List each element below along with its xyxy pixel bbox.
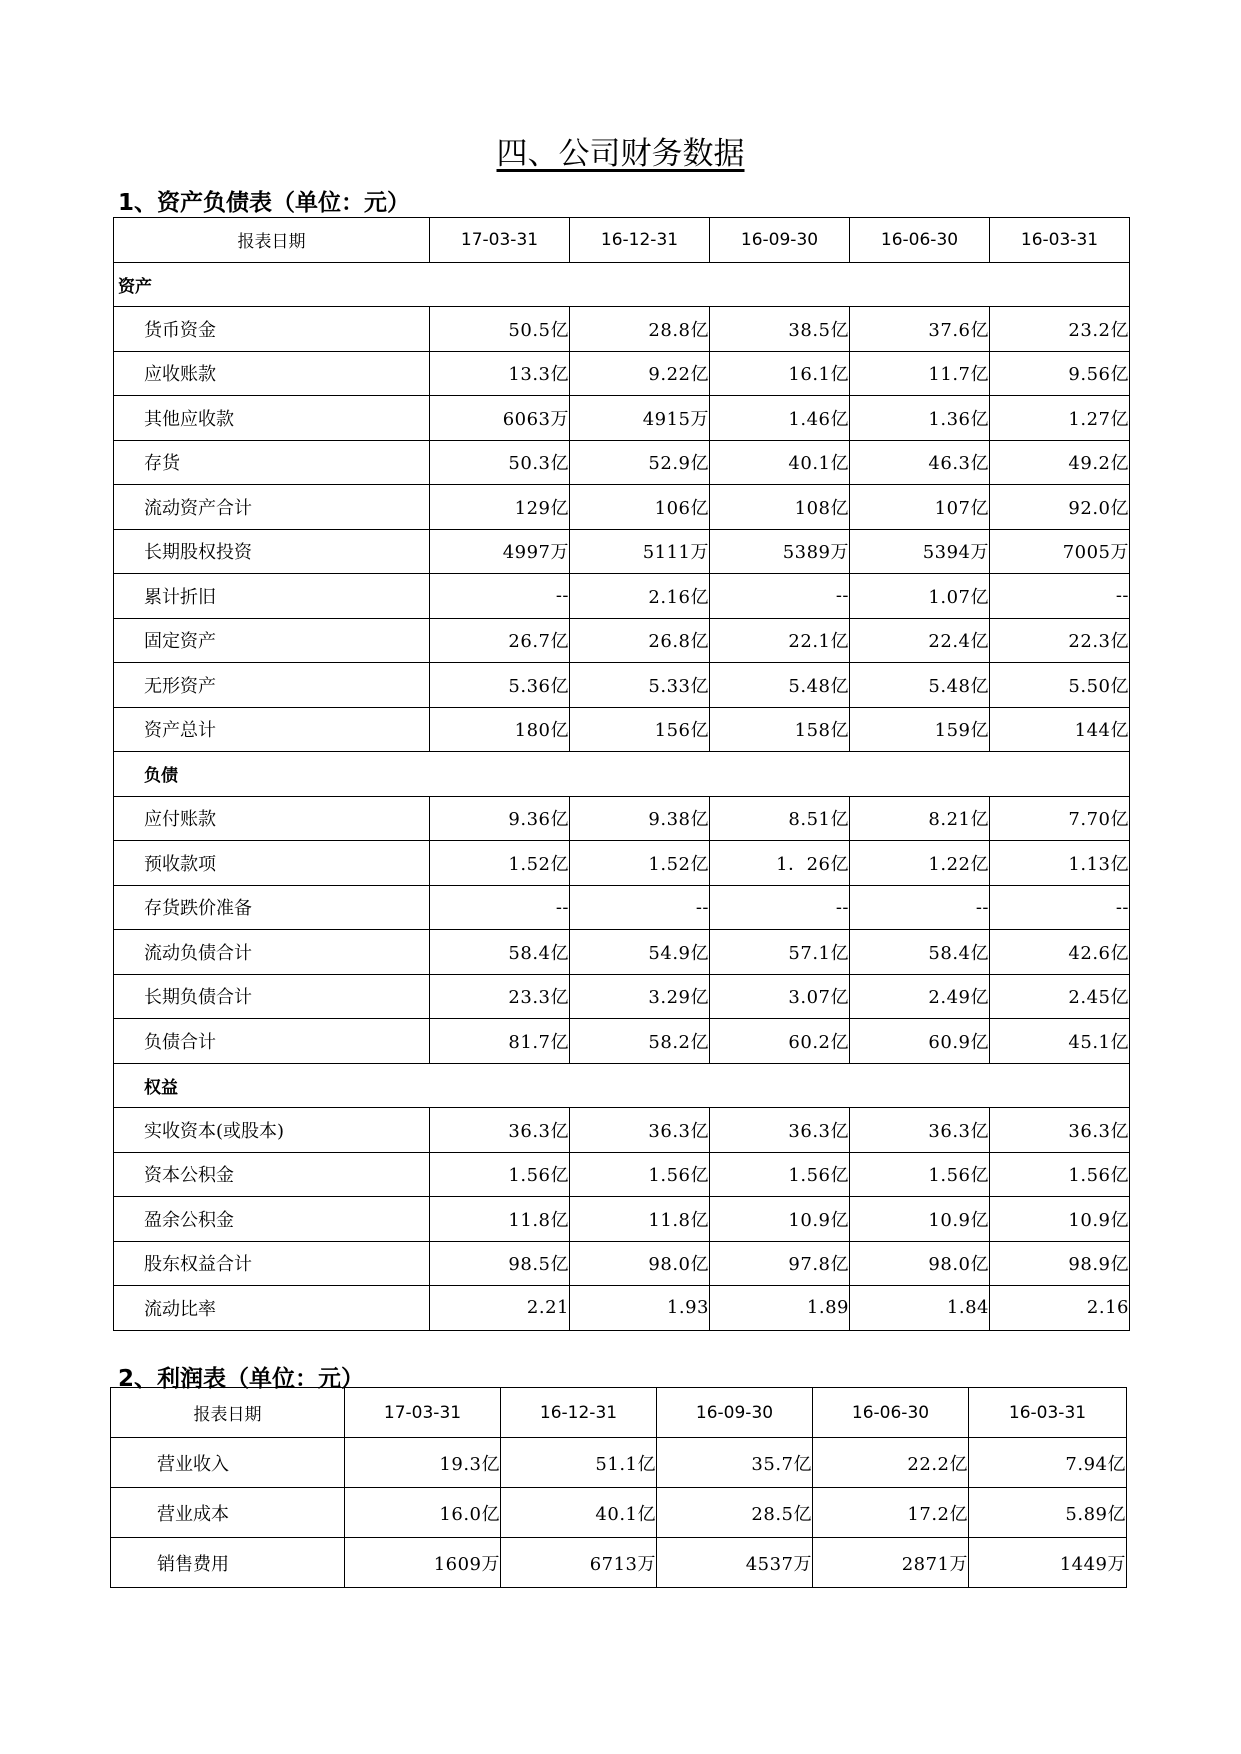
value-cell: 98.5亿 [430,1241,570,1286]
value-cell: 7.94亿 [969,1438,1127,1488]
row-label: 流动比率 [114,1286,430,1331]
header-row [114,218,1130,263]
row-label: 其他应收款 [114,396,430,441]
value-cell: -- [570,885,710,930]
value-cell: 1.56亿 [850,1152,990,1197]
value-cell: 58.4亿 [430,930,570,975]
value-cell: 9.22亿 [570,351,710,396]
value-cell: 10.9亿 [990,1197,1130,1242]
row-label: 存货跌价准备 [114,885,430,930]
value-cell: 9.38亿 [570,796,710,841]
row-label: 存货 [114,440,430,485]
value-cell: 58.4亿 [850,930,990,975]
value-cell: 1.84 [850,1286,990,1331]
row-label: 销售费用 [111,1538,345,1588]
value-cell: 2.16亿 [570,574,710,619]
row-label: 实收资本(或股本) [114,1108,430,1153]
row-label: 资产总计 [114,707,430,752]
value-cell: 106亿 [570,485,710,530]
value-cell: 11.8亿 [570,1197,710,1242]
value-cell: 49.2亿 [990,440,1130,485]
table-row [114,1197,1130,1242]
income-statement-heading: 2、利润表（单位：元） [118,1366,365,1392]
value-cell: 8.21亿 [850,796,990,841]
row-label: 营业成本 [111,1488,345,1538]
value-cell: 5389万 [710,529,850,574]
row-label: 股东权益合计 [114,1241,430,1286]
value-cell: 3.29亿 [570,974,710,1019]
section-title: 资产 [114,262,1130,307]
value-cell: 180亿 [430,707,570,752]
value-cell: 4915万 [570,396,710,441]
header-date: 16-06-30 [850,218,990,263]
value-cell: 40.1亿 [710,440,850,485]
value-cell: 7005万 [990,529,1130,574]
value-cell: 28.5亿 [657,1488,813,1538]
value-cell: 1.22亿 [850,841,990,886]
row-label: 无形资产 [114,663,430,708]
value-cell: 10.9亿 [710,1197,850,1242]
table-row [114,351,1130,396]
value-cell: 42.6亿 [990,930,1130,975]
value-cell: 38.5亿 [710,307,850,352]
value-cell: 1.56亿 [990,1152,1130,1197]
row-label: 应付账款 [114,796,430,841]
value-cell: 159亿 [850,707,990,752]
value-cell: 36.3亿 [430,1108,570,1153]
value-cell: -- [430,885,570,930]
section-title: 负债 [114,752,1130,797]
value-cell: 23.2亿 [990,307,1130,352]
value-cell: 40.1亿 [501,1488,657,1538]
value-cell: 5.89亿 [969,1488,1127,1538]
row-label: 盈余公积金 [114,1197,430,1242]
value-cell: 1.52亿 [430,841,570,886]
value-cell: 81.7亿 [430,1019,570,1064]
value-cell: 58.2亿 [570,1019,710,1064]
value-cell: 129亿 [430,485,570,530]
value-cell: 10.9亿 [850,1197,990,1242]
header-date: 17-03-31 [430,218,570,263]
value-cell: 2.49亿 [850,974,990,1019]
table-row [114,574,1130,619]
value-cell: 1.52亿 [570,841,710,886]
value-cell: 36.3亿 [570,1108,710,1153]
header-label: 报表日期 [114,218,430,263]
value-cell: 3.07亿 [710,974,850,1019]
section-title: 权益 [114,1063,1130,1108]
section-row [114,1063,1130,1108]
row-label: 长期负债合计 [114,974,430,1019]
value-cell: 5.50亿 [990,663,1130,708]
table-row [114,796,1130,841]
table-row [111,1488,1127,1538]
value-cell: 11.7亿 [850,351,990,396]
table-row [114,440,1130,485]
header-row [111,1388,1127,1438]
value-cell: 50.5亿 [430,307,570,352]
value-cell: 9.56亿 [990,351,1130,396]
header-date: 16-06-30 [813,1388,969,1438]
table-row [114,529,1130,574]
header-date: 16-09-30 [710,218,850,263]
value-cell: -- [710,574,850,619]
value-cell: 16.1亿 [710,351,850,396]
header-date: 16-12-31 [570,218,710,263]
value-cell: 19.3亿 [345,1438,501,1488]
balance-sheet-heading: 1、资产负债表（单位：元） [118,190,411,216]
value-cell: 54.9亿 [570,930,710,975]
value-cell: -- [710,885,850,930]
header-date: 16-03-31 [990,218,1130,263]
table-row [114,885,1130,930]
value-cell: 5.33亿 [570,663,710,708]
value-cell: 35.7亿 [657,1438,813,1488]
value-cell: 2.21 [430,1286,570,1331]
table-row [114,930,1130,975]
value-cell: 2871万 [813,1538,969,1588]
value-cell: 7.70亿 [990,796,1130,841]
value-cell: 36.3亿 [850,1108,990,1153]
table-row [114,1241,1130,1286]
value-cell: 4997万 [430,529,570,574]
value-cell: 108亿 [710,485,850,530]
value-cell: 6063万 [430,396,570,441]
value-cell: 98.0亿 [570,1241,710,1286]
value-cell: 26.8亿 [570,618,710,663]
value-cell: 2.45亿 [990,974,1130,1019]
value-cell: 5394万 [850,529,990,574]
value-cell: 50.3亿 [430,440,570,485]
value-cell: -- [990,885,1130,930]
value-cell: 28.8亿 [570,307,710,352]
value-cell: 60.2亿 [710,1019,850,1064]
header-date: 16-12-31 [501,1388,657,1438]
value-cell: 158亿 [710,707,850,752]
value-cell: 52.9亿 [570,440,710,485]
value-cell: -- [430,574,570,619]
value-cell: 60.9亿 [850,1019,990,1064]
value-cell: 11.8亿 [430,1197,570,1242]
header-date: 16-09-30 [657,1388,813,1438]
value-cell: 2.16 [990,1286,1130,1331]
value-cell: 36.3亿 [710,1108,850,1153]
row-label: 预收款项 [114,841,430,886]
value-cell: 8.51亿 [710,796,850,841]
value-cell: 9.36亿 [430,796,570,841]
value-cell: 1.07亿 [850,574,990,619]
value-cell: 22.2亿 [813,1438,969,1488]
value-cell: 51.1亿 [501,1438,657,1488]
row-label: 固定资产 [114,618,430,663]
row-label: 流动负债合计 [114,930,430,975]
table-row [114,396,1130,441]
row-label: 营业收入 [111,1438,345,1488]
table-row [114,485,1130,530]
value-cell: 22.4亿 [850,618,990,663]
value-cell: 37.6亿 [850,307,990,352]
value-cell: 1．26亿 [710,841,850,886]
row-label: 货币资金 [114,307,430,352]
row-label: 负债合计 [114,1019,430,1064]
income-statement-table [110,1387,1127,1588]
value-cell: 107亿 [850,485,990,530]
row-label: 长期股权投资 [114,529,430,574]
table-row [114,307,1130,352]
value-cell: 1449万 [969,1538,1127,1588]
value-cell: 1.27亿 [990,396,1130,441]
value-cell: 1.56亿 [710,1152,850,1197]
value-cell: 98.9亿 [990,1241,1130,1286]
header-date: 16-03-31 [969,1388,1127,1438]
row-label: 累计折旧 [114,574,430,619]
value-cell: 22.1亿 [710,618,850,663]
value-cell: 1.89 [710,1286,850,1331]
table-row [111,1438,1127,1488]
value-cell: -- [990,574,1130,619]
value-cell: -- [850,885,990,930]
table-row [114,1019,1130,1064]
value-cell: 16.0亿 [345,1488,501,1538]
table-row [114,1108,1130,1153]
value-cell: 5111万 [570,529,710,574]
table-row [114,974,1130,1019]
value-cell: 17.2亿 [813,1488,969,1538]
value-cell: 5.36亿 [430,663,570,708]
value-cell: 1.13亿 [990,841,1130,886]
value-cell: 57.1亿 [710,930,850,975]
value-cell: 5.48亿 [850,663,990,708]
value-cell: 46.3亿 [850,440,990,485]
value-cell: 1.56亿 [570,1152,710,1197]
value-cell: 26.7亿 [430,618,570,663]
table-row [114,1152,1130,1197]
value-cell: 13.3亿 [430,351,570,396]
value-cell: 4537万 [657,1538,813,1588]
value-cell: 98.0亿 [850,1241,990,1286]
value-cell: 1.36亿 [850,396,990,441]
section-row [114,262,1130,307]
header-label: 报表日期 [111,1388,345,1438]
value-cell: 45.1亿 [990,1019,1130,1064]
value-cell: 1.46亿 [710,396,850,441]
value-cell: 156亿 [570,707,710,752]
table-row [114,663,1130,708]
value-cell: 6713万 [501,1538,657,1588]
section-row [114,752,1130,797]
value-cell: 92.0亿 [990,485,1130,530]
table-row [111,1538,1127,1588]
row-label: 流动资产合计 [114,485,430,530]
balance-sheet-table [113,217,1130,1331]
value-cell: 36.3亿 [990,1108,1130,1153]
value-cell: 22.3亿 [990,618,1130,663]
table-row [114,707,1130,752]
value-cell: 1609万 [345,1538,501,1588]
value-cell: 144亿 [990,707,1130,752]
table-row [114,841,1130,886]
value-cell: 23.3亿 [430,974,570,1019]
row-label: 应收账款 [114,351,430,396]
value-cell: 1.93 [570,1286,710,1331]
header-date: 17-03-31 [345,1388,501,1438]
value-cell: 97.8亿 [710,1241,850,1286]
table-row [114,1286,1130,1331]
row-label: 资本公积金 [114,1152,430,1197]
value-cell: 1.56亿 [430,1152,570,1197]
table-row [114,618,1130,663]
page-title: 四、公司财务数据 [496,136,745,172]
value-cell: 5.48亿 [710,663,850,708]
